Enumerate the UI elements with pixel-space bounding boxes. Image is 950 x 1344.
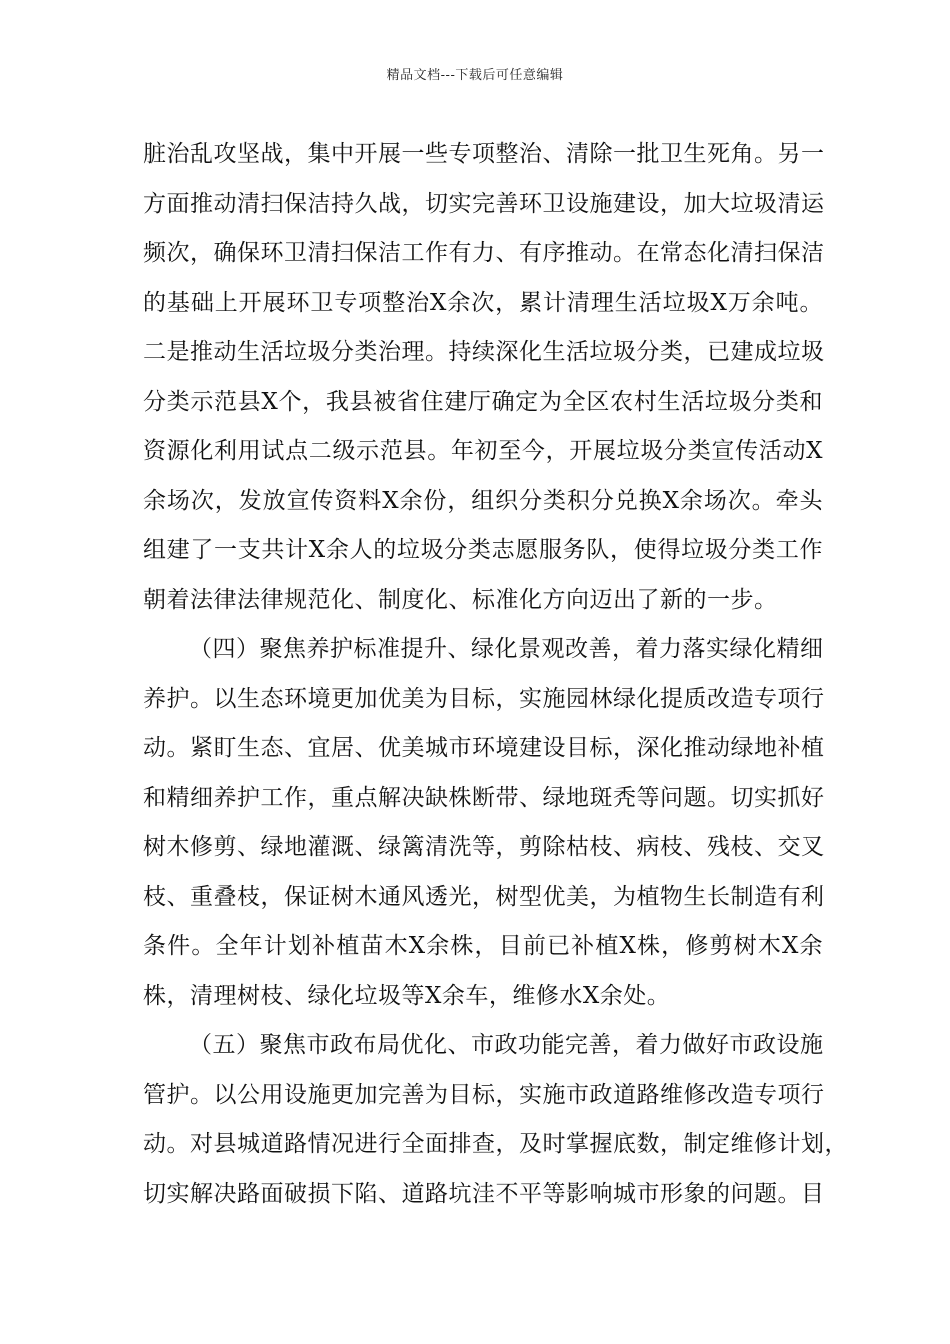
text-line: 的基础上开展环卫专项整治X余次，累计清理生活垃圾X万余吨。	[143, 289, 823, 316]
text-line: 管护。以公用设施更加完善为目标，实施市政道路维修改造专项行	[143, 1081, 825, 1108]
text-line: 方面推动清扫保洁持久战，切实完善环卫设施建设，加大垃圾清运	[143, 190, 825, 217]
text-line: 切实解决路面破损下陷、道路坑洼不平等影响城市形象的问题。目	[143, 1180, 825, 1207]
text-line: 组建了一支共计X余人的垃圾分类志愿服务队，使得垃圾分类工作	[143, 537, 823, 563]
text-line: 余场次，发放宣传资料X余份，组织分类积分兑换X余场次。牵头	[143, 487, 823, 514]
text-line: 频次，确保环卫清扫保洁工作有力、有序推动。在常态化清扫保洁	[143, 240, 825, 266]
paragraph-heading-line: （五）聚焦市政布局优化、市政功能完善，着力做好市政设施	[189, 1032, 824, 1058]
text-line: 资源化利用试点二级示范县。年初至今，开展垃圾分类宣传活动X	[143, 438, 823, 464]
page-header: 精品文档---下载后可任意编辑	[386, 68, 564, 83]
text-line: 动。对县城道路情况进行全面排查，及时掌握底数，制定维修计划，	[143, 1131, 848, 1157]
paragraph-heading-line: （四）聚焦养护标准提升、绿化景观改善，着力落实绿化精细	[189, 636, 824, 662]
document-body	[143, 130, 848, 1219]
text-line: 养护。以生态环境更加优美为目标，实施园林绿化提质改造专项行	[143, 685, 825, 712]
text-line: 动。紧盯生态、宜居、优美城市环境建设目标，深化推动绿地补植	[143, 735, 825, 761]
text-line: 朝着法律法律规范化、制度化、标准化方向迈出了新的一步。	[143, 586, 778, 613]
text-line: 分类示范县X个，我县被省住建厅确定为全区农村生活垃圾分类和	[143, 388, 823, 415]
text-line: 枝、重叠枝，保证树木通风透光，树型优美，为植物生长制造有利	[143, 883, 825, 910]
text-line: 条件。全年计划补植苗木X余株，目前已补植X株，修剪树木X余	[143, 933, 823, 959]
text-line: 株，清理树枝、绿化垃圾等X余车，维修水X余处。	[143, 982, 671, 1009]
text-line: 树木修剪、绿地灌溉、绿篱清洗等，剪除枯枝、病枝、残枝、交叉	[143, 834, 825, 860]
text-line: 脏治乱攻坚战，集中开展一些专项整治、清除一批卫生死角。另一	[143, 141, 825, 167]
text-line: 和精细养护工作，重点解决缺株断带、绿地斑秃等问题。切实抓好	[143, 784, 825, 811]
text-line: 二是推动生活垃圾分类治理。持续深化生活垃圾分类，已建成垃圾	[143, 339, 825, 365]
